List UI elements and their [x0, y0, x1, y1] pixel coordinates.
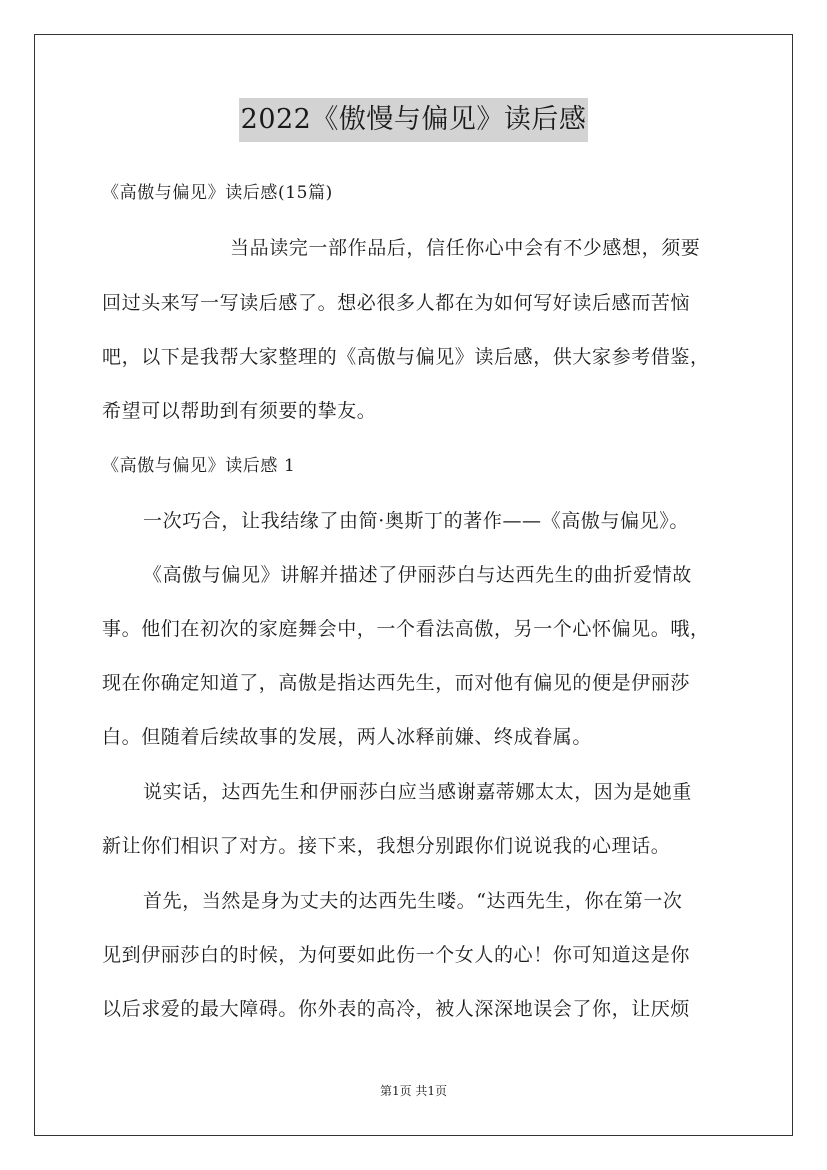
paragraph-line: 《高傲与偏见》讲解并描述了伊丽莎白与达西先生的曲折爱情故: [143, 564, 692, 586]
paragraph-line: 当品读完一部作品后，信任你心中会有不少感想，须要: [230, 237, 701, 259]
page-footer: 第1页 共1页: [379, 1084, 448, 1098]
paragraph-line: 一次巧合，让我结缘了由简·奥斯丁的著作——《高傲与偏见》。: [143, 510, 689, 532]
document-subtitle: 《高傲与偏见》读后感(15篇): [102, 183, 333, 203]
paragraph-line: 现在你确定知道了，高傲是指达西先生，而对他有偏见的便是伊丽莎: [102, 672, 691, 694]
paragraph-line: 见到伊丽莎白的时候，为何要如此伤一个女人的心！你可知道这是你: [102, 944, 691, 966]
paragraph-line: 希望可以帮助到有须要的挚友。: [102, 400, 377, 422]
paragraph-line: 事。他们在初次的家庭舞会中，一个看法高傲，另一个心怀偏见。哦，: [102, 618, 710, 640]
paragraph-line: 首先，当然是身为丈夫的达西先生喽。“达西先生，你在第一次: [143, 890, 683, 912]
paragraph-line: 新让你们相识了对方。接下来，我想分别跟你们说说我的心理话。: [102, 835, 671, 857]
paragraph-line: 回过头来写一写读后感了。想必很多人都在为如何写好读后感而苦恼: [102, 292, 691, 314]
section-heading: 《高傲与偏见》读后感 1: [102, 456, 296, 476]
paragraph-line: 吧，以下是我帮大家整理的《高傲与偏见》读后感，供大家参考借鉴，: [102, 346, 710, 368]
document-title: 2022《傲慢与偏见》读后感: [239, 98, 589, 142]
paragraph-line: 以后求爱的最大障碍。你外表的高冷，被人深深地误会了你，让厌烦: [102, 998, 691, 1020]
title-container: [0, 98, 827, 142]
paragraph-line: 白。但随着后续故事的发展，两人冰释前嫌、终成眷属。: [102, 726, 593, 748]
paragraph-line: 说实话，达西先生和伊丽莎白应当感谢嘉蒂娜太太，因为是她重: [143, 781, 692, 803]
